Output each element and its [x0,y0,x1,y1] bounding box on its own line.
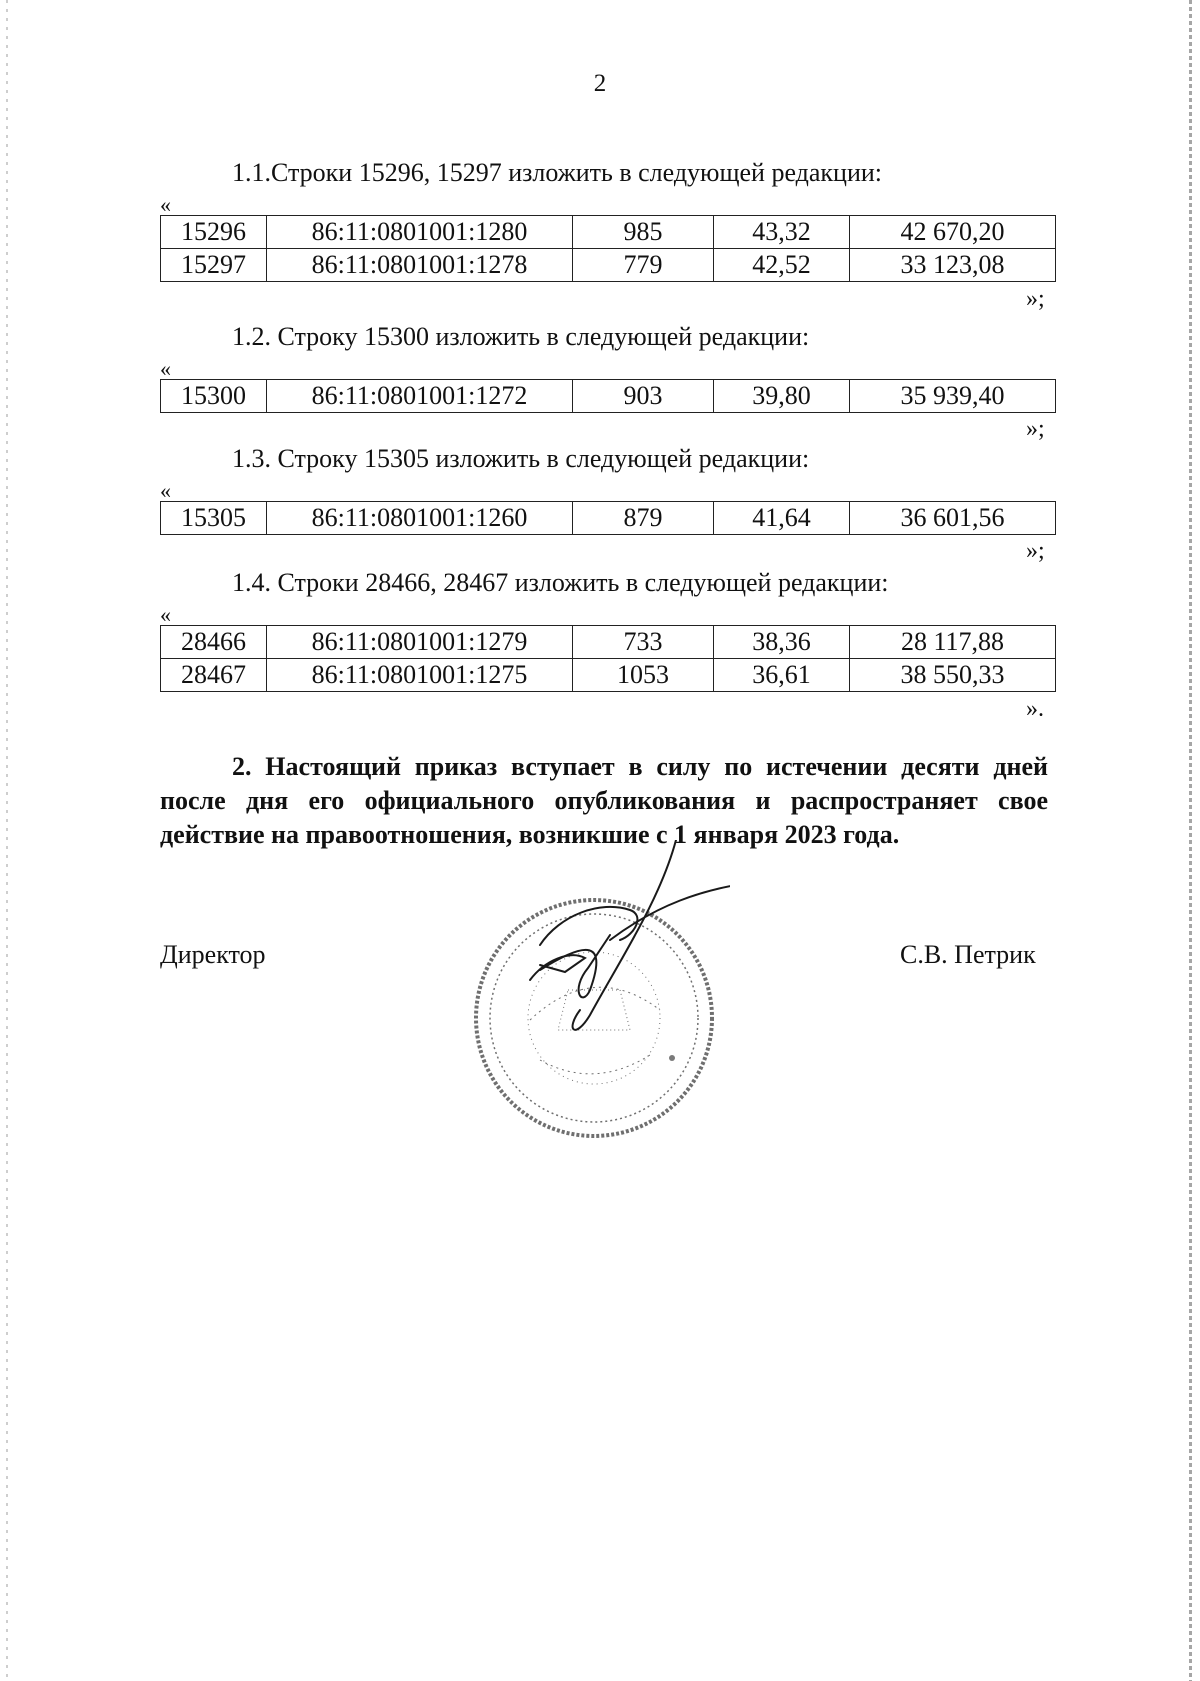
cell-area: 1053 [573,659,714,692]
data-table-1-4 [160,625,1056,692]
cell-cadastral-number: 86:11:0801001:1275 [267,659,573,692]
close-quote-1-1: »; [1026,286,1045,312]
cell-area: 985 [573,216,714,249]
data-table-1-2 [160,379,1056,413]
cell-row-number: 15305 [161,502,267,535]
cell-cadastral-number: 86:11:0801001:1260 [267,502,573,535]
section-heading-1-3: 1.3. Строку 15305 изложить в следующей редакции: [232,444,810,473]
close-quote-1-2: »; [1026,416,1045,442]
cell-rate: 43,32 [714,216,850,249]
cell-value: 36 601,56 [850,502,1056,535]
signatory-title: Директор [160,940,266,969]
open-quote-1-2: « [160,356,171,381]
cell-area: 879 [573,502,714,535]
table-row [161,626,1056,659]
table-row [161,249,1056,282]
data-table-1-1 [160,215,1056,282]
cell-rate: 36,61 [714,659,850,692]
section-heading-1-1: 1.1.Строки 15296, 15297 изложить в следующей редакции: [232,158,883,187]
cell-value: 35 939,40 [850,380,1056,413]
cell-cadastral-number: 86:11:0801001:1279 [267,626,573,659]
cell-rate: 42,52 [714,249,850,282]
handwritten-signature-icon [530,840,730,1030]
open-quote-1-4: « [160,602,171,627]
cell-rate: 38,36 [714,626,850,659]
cell-cadastral-number: 86:11:0801001:1272 [267,380,573,413]
scan-edge-right [1189,0,1192,1681]
open-quote-1-1: « [160,192,171,217]
open-quote-1-3: « [160,478,171,503]
close-quote-1-3: »; [1026,538,1045,564]
cell-area: 779 [573,249,714,282]
cell-value: 42 670,20 [850,216,1056,249]
section-heading-1-2: 1.2. Строку 15300 изложить в следующей редакции: [232,322,810,351]
table-row [161,502,1056,535]
cell-area: 733 [573,626,714,659]
section-heading-1-4: 1.4. Строки 28466, 28467 изложить в следующей редакции: [232,568,889,597]
table-row [161,380,1056,413]
table-row [161,659,1056,692]
close-quote-1-4: ». [1026,696,1044,722]
effective-date-paragraph: 2. Настоящий приказ вступает в силу по истечении десяти дней после дня его официального опубликования и распространяет свое действие на правоотношения, возникшие с 1 января 2023 года. [160,752,1048,849]
page-number: 2 [593,70,607,97]
cell-value: 33 123,08 [850,249,1056,282]
cell-row-number: 15297 [161,249,267,282]
cell-row-number: 15300 [161,380,267,413]
official-seal-icon [470,840,730,1160]
cell-row-number: 15296 [161,216,267,249]
cell-value: 38 550,33 [850,659,1056,692]
cell-cadastral-number: 86:11:0801001:1280 [267,216,573,249]
table-row [161,216,1056,249]
data-table-1-3 [160,501,1056,535]
cell-area: 903 [573,380,714,413]
signatory-name: С.В. Петрик [900,940,1036,969]
cell-rate: 39,80 [714,380,850,413]
scan-edge-left [6,0,8,1681]
cell-row-number: 28467 [161,659,267,692]
cell-cadastral-number: 86:11:0801001:1278 [267,249,573,282]
cell-row-number: 28466 [161,626,267,659]
cell-rate: 41,64 [714,502,850,535]
cell-value: 28 117,88 [850,626,1056,659]
